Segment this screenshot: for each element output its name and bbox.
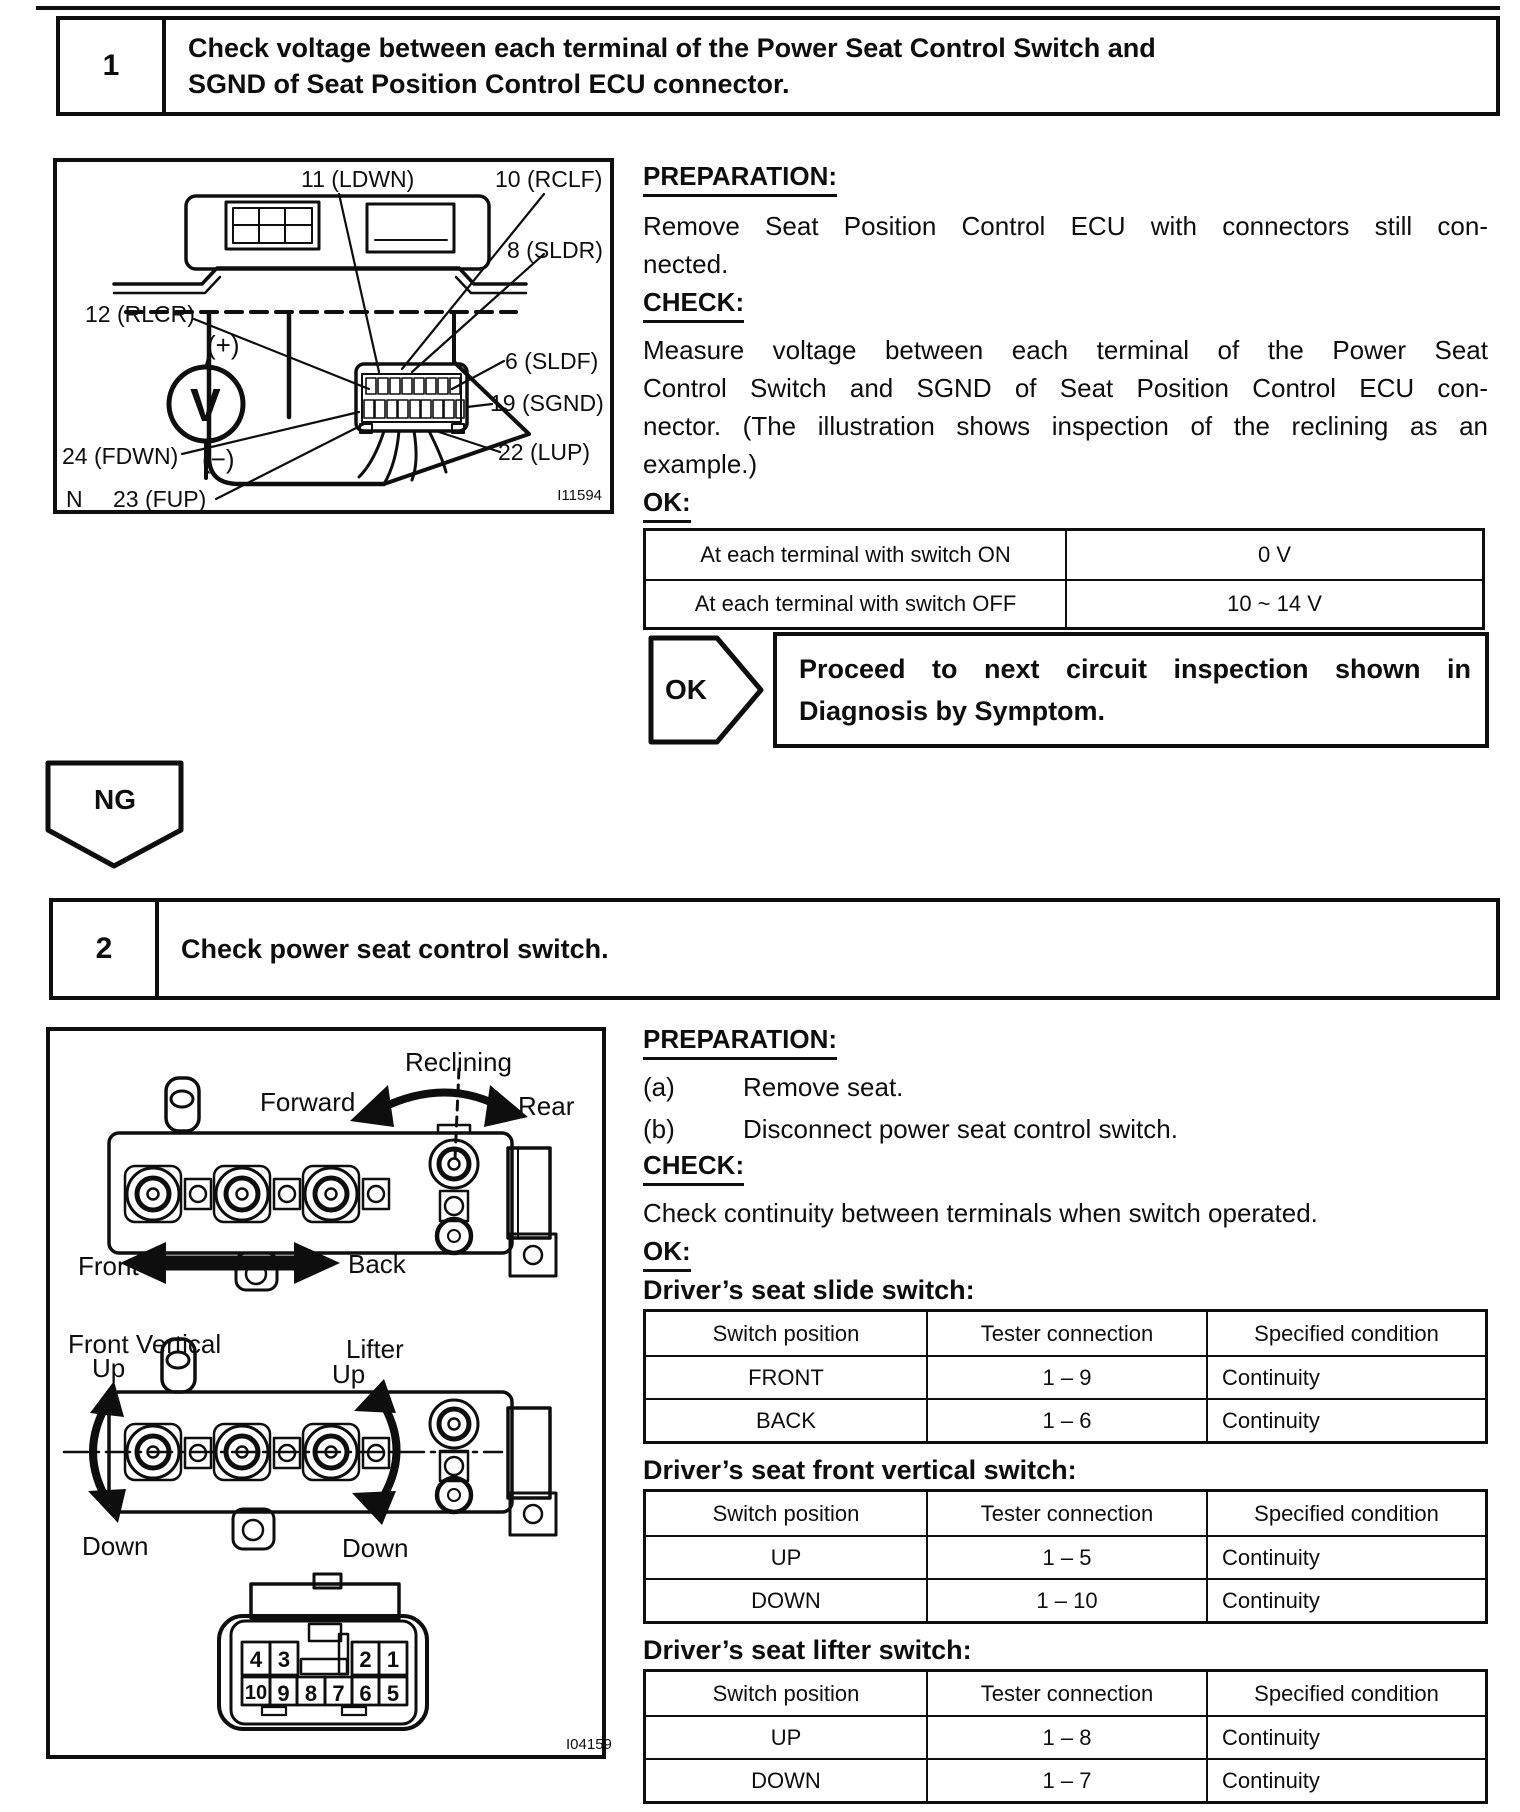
specified-condition-cell: Continuity: [1206, 1717, 1485, 1758]
rear-label: Rear: [518, 1091, 575, 1121]
front-vertical-switch-title: Driver’s seat front vertical switch:: [643, 1455, 1077, 1485]
table-row: [646, 1715, 1485, 1758]
specified-condition-cell: Continuity: [1206, 1537, 1485, 1578]
terminal-label-6-sldf: 6 (SLDF): [505, 348, 599, 374]
ok-heading: OK:: [643, 1237, 691, 1272]
check-text-line: Control Switch and SGND of Seat Position Control ECU con-: [643, 373, 1488, 403]
ok-heading: OK:: [643, 488, 691, 523]
value-cell: 0 V: [1065, 531, 1482, 579]
terminal-label-23-fup: 23 (FUP): [113, 486, 207, 512]
terminal-label-24-fdwn: 24 (FDWN): [62, 443, 179, 469]
pin-1-label: 1: [386, 1647, 400, 1672]
reclining-label: Reclining: [405, 1047, 512, 1077]
figure-power-seat-switch: [46, 1027, 612, 1759]
ng-flow-arrow: [45, 760, 185, 870]
figure-ecu-voltage-check: [53, 158, 614, 514]
figure-id: I04159: [566, 1736, 612, 1753]
front-vertical-switch-table: [643, 1489, 1488, 1624]
figure-id: I11594: [557, 487, 602, 504]
preparation-item: [643, 1069, 903, 1105]
ok-action-line-2: Diagnosis by Symptom.: [799, 696, 1106, 726]
switch-position-cell: BACK: [756, 1407, 816, 1433]
connector-code-label: N: [66, 486, 83, 512]
switch-position-cell: DOWN: [751, 1767, 821, 1793]
tester-connection-cell: 1 – 8: [926, 1717, 1206, 1758]
preparation-text-line: Remove Seat Position Control ECU with connectors still con-: [643, 211, 1488, 241]
step-2-title-line: Check power seat control switch.: [181, 934, 609, 964]
table-row: [646, 1535, 1485, 1578]
pin-8-label: 8: [304, 1681, 318, 1706]
header-cell: Switch position: [712, 1320, 860, 1346]
tester-connection-cell: 1 – 10: [926, 1580, 1206, 1621]
item-index: (a): [643, 1072, 675, 1102]
tester-connection-cell: 1 – 5: [926, 1537, 1206, 1578]
switch-position-cell: FRONT: [748, 1364, 824, 1390]
header-cell: Switch position: [712, 1500, 860, 1526]
check-text-line: example.): [643, 449, 758, 479]
check-text-line: nector. (The illustration shows inspection of the reclining as an: [643, 411, 1488, 441]
specified-condition-cell: Continuity: [1206, 1357, 1485, 1398]
header-cell: Switch position: [712, 1680, 860, 1706]
slide-switch-table: [643, 1309, 1488, 1444]
check-text: Check continuity between terminals when switch operated.: [643, 1198, 1318, 1228]
step-1-title: [166, 20, 1496, 112]
table-row: [646, 1355, 1485, 1398]
terminal-label-22-lup: 22 (LUP): [498, 439, 591, 465]
header-cell: Specified condition: [1206, 1672, 1485, 1715]
front-label: Front: [78, 1251, 139, 1281]
step-1-number: 1: [60, 20, 166, 112]
table-row: [646, 531, 1482, 579]
table-row: [646, 1758, 1485, 1801]
down-right-label: Down: [342, 1533, 409, 1563]
item-text: Disconnect power seat control switch.: [743, 1114, 1178, 1144]
terminal-label-11-ldwn: 11 (LDWN): [301, 166, 415, 192]
switch-position-cell: UP: [770, 1724, 802, 1750]
pin-5-label: 5: [386, 1681, 400, 1706]
front-vertical-label: Front Vertical: [68, 1329, 222, 1359]
up-left-label: Up: [92, 1353, 126, 1383]
tester-connection-cell: 1 – 9: [926, 1357, 1206, 1398]
table-row: [646, 1578, 1485, 1621]
ok-action-box: [773, 632, 1489, 748]
specified-condition-cell: Continuity: [1206, 1760, 1485, 1801]
table-header-row: [646, 1312, 1485, 1355]
lifter-switch-title: Driver’s seat lifter switch:: [643, 1635, 972, 1665]
condition-cell: At each terminal with switch OFF: [694, 591, 1017, 616]
step-2-text-column: [643, 1025, 1488, 1810]
value-cell: 10 ~ 14 V: [1065, 581, 1482, 627]
top-rule: [36, 6, 1500, 10]
slide-switch-title: Driver’s seat slide switch:: [643, 1275, 975, 1305]
header-cell: Tester connection: [926, 1492, 1206, 1535]
terminal-label-10-rclf: 10 (RCLF): [495, 166, 603, 192]
table-header-row: [646, 1672, 1485, 1715]
voltage-spec-table: [643, 528, 1485, 630]
pin-6-label: 6: [359, 1681, 372, 1706]
pin-4-label: 4: [249, 1647, 263, 1672]
ng-pentagon-shape: [45, 760, 185, 870]
step-2-title: [159, 902, 1496, 996]
step-1-text-column: [643, 162, 1488, 632]
header-cell: Specified condition: [1206, 1492, 1485, 1535]
up-right-label: Up: [332, 1359, 366, 1389]
ok-action-line-1: Proceed to next circuit inspection shown in: [799, 654, 1471, 684]
switch-illustration: [50, 1031, 602, 1755]
tester-connection-cell: 1 – 7: [926, 1760, 1206, 1801]
polarity-minus-label: (−): [202, 444, 235, 474]
pin-7-label: 7: [332, 1681, 345, 1706]
check-heading: CHECK:: [643, 288, 744, 323]
table-row: [646, 1398, 1485, 1441]
header-cell: Tester connection: [926, 1672, 1206, 1715]
preparation-heading: PREPARATION:: [643, 162, 837, 197]
step-2-header: [49, 898, 1500, 1000]
preparation-item: [643, 1111, 1178, 1147]
step-1-title-line-2: SGND of Seat Position Control ECU connector.: [188, 69, 790, 99]
terminal-label-12-rlcr: 12 (RLCR): [85, 301, 195, 327]
ok-flow-label: OK: [665, 674, 707, 705]
switch-position-cell: UP: [770, 1544, 802, 1570]
item-index: (b): [643, 1114, 675, 1144]
check-text-line: Measure voltage between each terminal of the Power Seat: [643, 335, 1488, 365]
switch-position-cell: DOWN: [751, 1587, 821, 1613]
ok-flow-arrow: [647, 634, 765, 746]
forward-label: Forward: [260, 1087, 356, 1117]
down-left-label: Down: [82, 1531, 149, 1561]
check-heading: CHECK:: [643, 1151, 744, 1186]
table-row: [646, 579, 1482, 627]
voltmeter-symbol: V: [190, 379, 221, 431]
preparation-text-line: nected.: [643, 249, 729, 279]
step-2-number: 2: [53, 902, 159, 996]
pin-9-label: 9: [277, 1681, 290, 1706]
pin-2-label: 2: [359, 1647, 372, 1672]
lifter-switch-table: [643, 1669, 1488, 1804]
ng-flow-label: NG: [94, 784, 136, 815]
header-cell: Tester connection: [926, 1312, 1206, 1355]
table-header-row: [646, 1492, 1485, 1535]
item-text: Remove seat.: [743, 1072, 904, 1102]
specified-condition-cell: Continuity: [1206, 1580, 1485, 1621]
step-1-title-line-1: Check voltage between each terminal of the Power Seat Control Switch and: [188, 33, 1156, 63]
step-1-header: [56, 16, 1500, 116]
condition-cell: At each terminal with switch ON: [700, 542, 1011, 567]
lifter-label: Lifter: [346, 1334, 404, 1364]
pin-10-label: 10: [244, 1682, 268, 1704]
polarity-plus-label: (+): [207, 330, 240, 360]
back-label: Back: [348, 1249, 406, 1279]
terminal-label-8-sldr: 8 (SLDR): [507, 237, 603, 263]
terminal-label-19-sgnd: 19 (SGND): [490, 390, 604, 416]
specified-condition-cell: Continuity: [1206, 1400, 1485, 1441]
tester-connection-cell: 1 – 6: [926, 1400, 1206, 1441]
header-cell: Specified condition: [1206, 1312, 1485, 1355]
preparation-heading: PREPARATION:: [643, 1025, 837, 1060]
pin-3-label: 3: [277, 1647, 291, 1672]
